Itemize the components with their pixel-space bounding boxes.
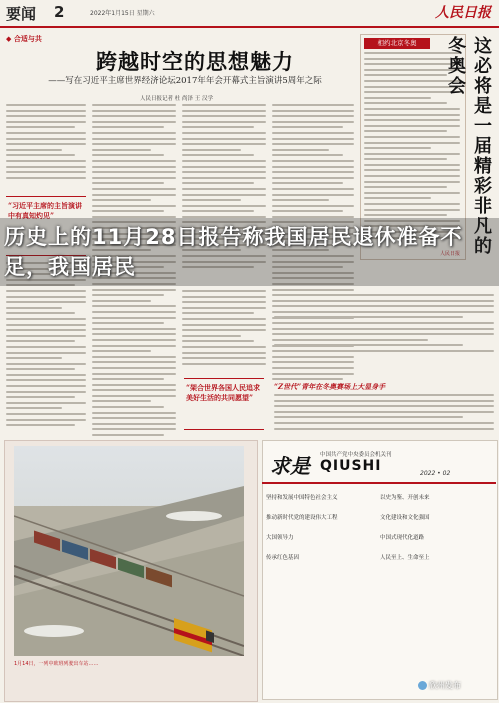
text-line — [92, 154, 164, 156]
text-line — [6, 138, 86, 140]
text-line — [92, 294, 164, 296]
text-line — [92, 333, 176, 335]
qiushi-row: 大国领导力 — [266, 535, 294, 541]
text-line — [6, 352, 86, 354]
text-line — [6, 324, 86, 326]
text-line — [182, 301, 266, 303]
text-line — [272, 188, 354, 190]
text-line — [272, 171, 354, 173]
text-line — [182, 177, 266, 179]
text-column-3b — [182, 290, 266, 368]
text-line — [272, 289, 354, 291]
text-column-6 — [274, 294, 494, 356]
text-line — [274, 300, 494, 302]
text-line — [182, 194, 266, 196]
pull-quote-2 — [184, 378, 264, 430]
qiushi-row: 中国式现代化道路 — [380, 535, 425, 541]
text-line — [274, 394, 494, 396]
text-line — [182, 110, 266, 112]
text-line — [182, 121, 266, 123]
qiushi-logo: 求是 — [270, 454, 310, 478]
text-line — [92, 104, 176, 106]
text-line — [92, 356, 176, 358]
qiushi-title-en: QIUSHI — [320, 458, 382, 474]
qiushi-row: 以史为鉴、开创未来 — [380, 495, 430, 501]
text-line — [6, 424, 75, 426]
text-line — [274, 316, 463, 318]
text-line — [274, 400, 494, 402]
text-line — [182, 182, 254, 184]
watermark-icon — [418, 681, 427, 690]
text-line — [6, 379, 86, 381]
text-line — [272, 104, 354, 106]
text-line — [182, 346, 266, 348]
text-line — [6, 177, 86, 179]
text-line — [6, 290, 86, 292]
text-line — [6, 115, 86, 117]
text-line — [92, 132, 176, 134]
text-line — [6, 318, 86, 320]
text-line — [92, 378, 164, 380]
text-line — [92, 406, 164, 408]
text-line — [182, 132, 266, 134]
text-line — [92, 400, 151, 402]
text-line — [92, 138, 176, 140]
article-headline: 跨越时空的思想魅力 — [96, 49, 294, 74]
text-line — [182, 296, 266, 298]
red-subheadline: “Z世代”青年在冬奥赛场上大显身手 — [274, 382, 386, 391]
text-line — [274, 405, 494, 407]
overlay-title: 历史上的11月28日报告称我国居民退休准备不足，我国居民 — [4, 225, 463, 279]
text-line — [272, 199, 329, 201]
text-line — [6, 329, 86, 331]
text-line — [92, 417, 176, 419]
text-line — [6, 312, 75, 314]
text-column-7 — [274, 394, 494, 433]
text-line — [182, 329, 266, 331]
text-line — [6, 335, 86, 337]
text-line — [92, 373, 176, 375]
train-photo — [14, 446, 244, 656]
text-line — [182, 324, 266, 326]
text-line — [274, 339, 428, 341]
text-line — [92, 384, 176, 386]
text-line — [6, 166, 86, 168]
text-line — [182, 205, 266, 207]
text-line — [274, 328, 494, 330]
freight-train-image — [14, 446, 244, 656]
text-line — [92, 182, 164, 184]
text-line — [92, 328, 176, 330]
text-line — [92, 412, 176, 414]
text-line — [92, 143, 176, 145]
text-line — [92, 300, 151, 302]
text-line — [6, 402, 86, 404]
text-line — [182, 312, 254, 314]
qiushi-row: 人民至上、生命至上 — [380, 555, 430, 561]
text-line — [182, 340, 254, 342]
text-line — [274, 411, 494, 413]
text-line — [6, 126, 75, 128]
text-column-1 — [6, 104, 86, 182]
text-line — [182, 335, 241, 337]
text-line — [92, 350, 151, 352]
qiushi-ad — [262, 440, 498, 700]
text-line — [272, 138, 354, 140]
text-line — [274, 422, 494, 424]
text-line — [6, 419, 86, 421]
text-line — [182, 154, 254, 156]
olympics-credit: 人民日报 — [440, 251, 461, 257]
text-line — [92, 177, 176, 179]
text-line — [272, 166, 354, 168]
text-line — [274, 344, 463, 346]
text-line — [182, 160, 266, 162]
text-line — [92, 199, 151, 201]
qiushi-subtitle: 中国共产党中央委员会机关刊 — [320, 452, 392, 458]
text-line — [6, 407, 62, 409]
qiushi-divider — [262, 482, 496, 484]
text-line — [272, 182, 343, 184]
text-line — [272, 356, 354, 358]
text-line — [274, 322, 494, 324]
text-line — [182, 199, 241, 201]
text-line — [274, 294, 494, 296]
text-line — [92, 289, 176, 291]
text-line — [6, 160, 86, 162]
text-line — [182, 149, 241, 151]
text-line — [92, 305, 176, 307]
text-line — [92, 121, 176, 123]
text-line — [6, 363, 86, 365]
photo-caption: 1月14日，一列中欧班列驶出车站…… — [14, 661, 99, 667]
text-line — [6, 121, 86, 123]
text-line — [6, 301, 86, 303]
text-line — [6, 296, 86, 298]
text-line — [92, 345, 176, 347]
text-line — [92, 126, 164, 128]
text-line — [6, 396, 75, 398]
text-line — [272, 126, 343, 128]
text-line — [272, 115, 354, 117]
text-line — [92, 160, 176, 162]
olympics-tag: 相约北京冬奥 — [364, 38, 430, 49]
text-line — [274, 350, 494, 352]
text-line — [6, 307, 62, 309]
text-line — [92, 367, 176, 369]
text-line — [6, 132, 86, 134]
text-line — [274, 311, 494, 313]
text-line — [274, 305, 494, 307]
text-line — [6, 154, 75, 156]
text-line — [6, 374, 86, 376]
newspaper-logo: 人民日报 — [435, 5, 491, 21]
qiushi-row: 文化建设和文化强国 — [380, 515, 430, 521]
text-line — [272, 160, 354, 162]
section-name: 要闻 — [6, 5, 37, 23]
text-line — [6, 104, 86, 106]
text-line — [182, 318, 266, 320]
text-line — [182, 138, 266, 140]
text-line — [272, 110, 354, 112]
text-line — [182, 143, 266, 145]
text-line — [6, 413, 86, 415]
text-line — [92, 194, 176, 196]
text-line — [92, 188, 176, 190]
text-line — [182, 171, 266, 173]
text-line — [272, 210, 343, 212]
text-line — [6, 391, 86, 393]
text-line — [182, 166, 266, 168]
text-line — [272, 367, 354, 369]
text-line — [272, 132, 354, 134]
watermark-text: 欣州发布 — [429, 681, 461, 690]
section-tag: ◆ 合适与共 — [6, 35, 42, 43]
text-line — [272, 154, 343, 156]
text-line — [6, 385, 86, 387]
text-line — [6, 110, 86, 112]
article-subhead: ——写在习近平主席世界经济论坛2017年年会开幕式主旨演讲5周年之际 — [48, 76, 322, 86]
text-line — [182, 290, 266, 292]
qiushi-row: 传承红色基因 — [266, 555, 300, 561]
qiushi-row: 推动新时代党的建设伟大工程 — [266, 515, 338, 521]
text-line — [92, 311, 176, 313]
text-line — [92, 428, 176, 430]
text-line — [92, 389, 176, 391]
text-line — [92, 166, 176, 168]
text-line — [92, 322, 164, 324]
text-line — [6, 357, 62, 359]
text-line — [272, 149, 329, 151]
text-line — [92, 210, 164, 212]
text-line — [6, 368, 75, 370]
text-line — [182, 188, 266, 190]
text-line — [6, 143, 86, 145]
text-line — [272, 373, 354, 375]
text-line — [274, 416, 463, 418]
text-line — [182, 115, 266, 117]
text-line — [92, 339, 176, 341]
text-line — [274, 428, 494, 430]
text-line — [92, 205, 176, 207]
text-line — [92, 115, 176, 117]
text-line — [272, 177, 354, 179]
text-line — [6, 346, 86, 348]
masthead — [0, 0, 499, 28]
issue-date: 2022年1月15日 星期六 — [90, 10, 155, 17]
text-line — [182, 307, 266, 309]
text-line — [92, 423, 176, 425]
text-line — [272, 205, 354, 207]
watermark — [418, 680, 461, 691]
text-line — [182, 104, 266, 106]
text-line — [6, 149, 62, 151]
text-line — [272, 143, 354, 145]
text-line — [272, 361, 354, 363]
text-line — [6, 340, 75, 342]
text-line — [182, 126, 254, 128]
qiushi-issue: 2022 • 02 — [420, 470, 451, 477]
text-line — [92, 361, 176, 363]
text-line — [92, 149, 151, 151]
text-line — [274, 333, 494, 335]
text-line — [182, 352, 266, 354]
text-line — [92, 395, 176, 397]
olympics-vertical-title: 这必将是一届精彩非凡的冬奥会 — [445, 36, 492, 256]
text-line — [92, 171, 176, 173]
text-line — [182, 357, 266, 359]
text-line — [272, 378, 343, 380]
text-line — [182, 363, 266, 365]
text-line — [92, 434, 164, 436]
text-line — [272, 194, 354, 196]
article-byline: 人民日报记者 杜 尚泽 王 汉学 — [140, 96, 213, 102]
page-number: 2 — [54, 3, 65, 21]
overlay-banner — [0, 218, 499, 286]
qiushi-row: 坚持和发展中国特色社会主义 — [266, 495, 338, 501]
text-line — [92, 317, 176, 319]
pull-quote-2-text: “架合世界各国人民追求美好生活的共同愿望” — [186, 383, 261, 402]
text-line — [182, 210, 254, 212]
text-line — [272, 121, 354, 123]
text-column-1b — [6, 262, 86, 430]
text-line — [6, 171, 86, 173]
text-line — [92, 110, 176, 112]
pull-quote-1-text: “习近平主席的主旨演讲中有真知灼见” — [8, 201, 83, 220]
